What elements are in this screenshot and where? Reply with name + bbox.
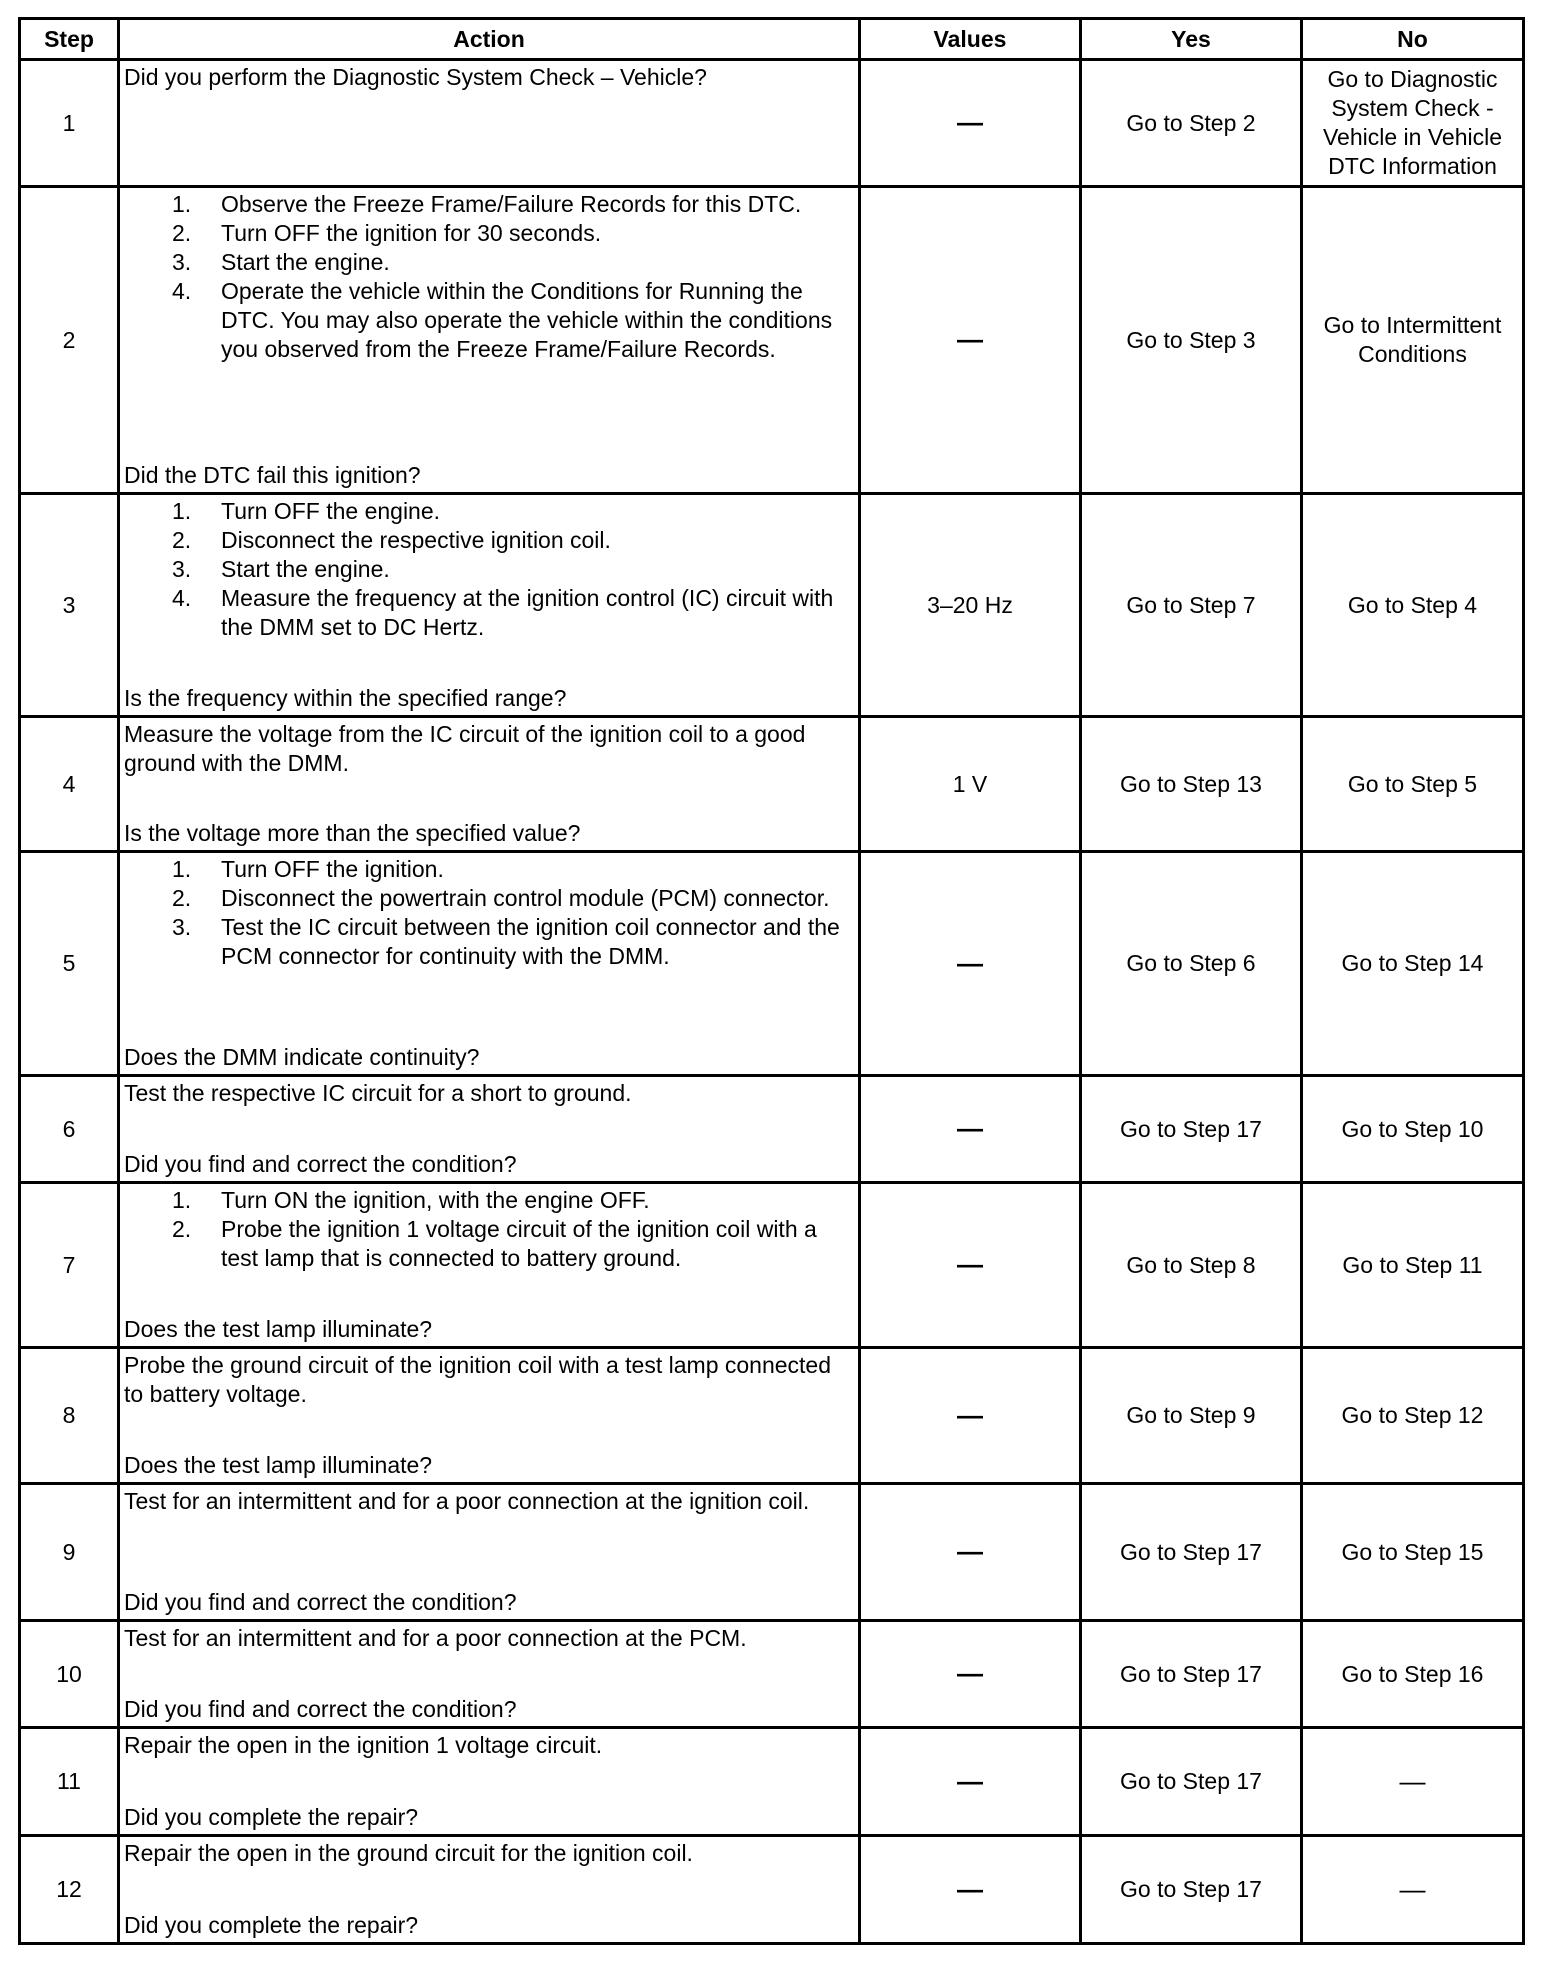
- action-step-number: 2.: [172, 527, 192, 553]
- action-step-text: Start the engine.: [221, 556, 390, 582]
- header-action: Action: [119, 19, 860, 60]
- yes-cell: Go to Step 17: [1081, 1621, 1302, 1728]
- value-cell: [860, 1728, 1081, 1836]
- action-step-number: 3.: [172, 249, 192, 275]
- action-cell: [119, 717, 860, 852]
- action-question: Did you find and correct the condition?: [124, 1151, 517, 1177]
- action-step-item: [172, 190, 854, 219]
- action-steps-list: [124, 497, 854, 642]
- value-cell: [860, 717, 1081, 852]
- no-cell: [1302, 852, 1524, 1076]
- action-step-text: Disconnect the powertrain control module (PCM) connector.: [221, 885, 830, 911]
- no-text: Go to Diagnostic System Check - Vehicle in Vehicle DTC Information: [1322, 66, 1502, 179]
- action-step-number: 4.: [172, 278, 192, 304]
- step-number: 2: [20, 187, 119, 494]
- no-cell: [1302, 1836, 1524, 1944]
- action-text: Did you perform the Diagnostic System Check – Vehicle?: [124, 64, 707, 90]
- action-step-number: 1.: [172, 498, 192, 524]
- no-cell: [1302, 1183, 1524, 1348]
- action-cell: [119, 187, 860, 494]
- action-step-text: Measure the frequency at the ignition control (IC) circuit with the DMM set to DC Hertz.: [221, 585, 834, 640]
- action-cell: [119, 1348, 860, 1484]
- value-text: 3–20 Hz: [927, 591, 1013, 618]
- no-text: Go to Step 4: [1347, 591, 1478, 618]
- step-number: 7: [20, 1183, 119, 1348]
- step-number: 12: [20, 1836, 119, 1944]
- step-number: 3: [20, 494, 119, 717]
- action-cell: [119, 1728, 860, 1836]
- no-cell: [1302, 1728, 1524, 1836]
- no-text: Go to Step 11: [1342, 1251, 1483, 1278]
- diagnostic-table: [18, 17, 1525, 1945]
- action-step-item: [172, 584, 854, 642]
- action-step-text: Turn ON the ignition, with the engine OFF.: [221, 1187, 650, 1213]
- step-number: 8: [20, 1348, 119, 1484]
- value-text: —: [957, 1249, 983, 1279]
- action-cell: [119, 1836, 860, 1944]
- value-text: —: [957, 1536, 983, 1566]
- yes-cell: Go to Step 17: [1081, 1076, 1302, 1183]
- action-step-text: Turn OFF the ignition for 30 seconds.: [221, 220, 602, 246]
- action-step-number: 3.: [172, 914, 192, 940]
- no-cell: [1302, 60, 1524, 187]
- action-question: Did you find and correct the condition?: [124, 1696, 517, 1722]
- action-text: Repair the open in the ignition 1 voltage circuit.: [124, 1732, 603, 1758]
- step-number: 11: [20, 1728, 119, 1836]
- no-cell: [1302, 494, 1524, 717]
- no-text: Go to Step 5: [1347, 770, 1478, 797]
- action-step-item: [172, 1186, 854, 1215]
- action-text: Test for an intermittent and for a poor connection at the PCM.: [124, 1625, 747, 1651]
- step-number: 9: [20, 1484, 119, 1621]
- no-cell: [1302, 717, 1524, 852]
- table-row: [20, 494, 1524, 717]
- value-cell: [860, 1484, 1081, 1621]
- value-text: —: [957, 1765, 983, 1796]
- value-text: —: [957, 947, 983, 978]
- yes-cell: Go to Step 17: [1081, 1836, 1302, 1944]
- action-question: Did you complete the repair?: [124, 1804, 419, 1830]
- action-cell: [119, 1076, 860, 1183]
- header-values: Values: [860, 19, 1081, 60]
- action-step-number: 1.: [172, 1187, 192, 1213]
- action-step-text: Turn OFF the engine.: [221, 498, 441, 524]
- action-question: Did you find and correct the condition?: [124, 1589, 517, 1615]
- action-question: Does the test lamp illuminate?: [124, 1316, 433, 1342]
- action-question: Did the DTC fail this ignition?: [124, 462, 421, 488]
- value-cell: [860, 1836, 1081, 1944]
- no-cell: [1302, 1348, 1524, 1484]
- action-step-item: [172, 555, 854, 584]
- yes-cell: Go to Step 13: [1081, 717, 1302, 852]
- action-cell: [119, 494, 860, 717]
- action-text: Test for an intermittent and for a poor connection at the ignition coil.: [124, 1488, 810, 1514]
- no-text: Go to Step 12: [1341, 1402, 1484, 1428]
- table-row: [20, 1484, 1524, 1621]
- table-row: [20, 717, 1524, 852]
- action-step-number: 3.: [172, 556, 192, 582]
- yes-cell: Go to Step 8: [1081, 1183, 1302, 1348]
- action-step-item: [172, 1215, 854, 1273]
- action-step-text: Test the IC circuit between the ignition coil connector and the PCM connector for continuity with the DMM.: [221, 914, 840, 969]
- step-number: 4: [20, 717, 119, 852]
- action-cell: [119, 1183, 860, 1348]
- value-cell: [860, 494, 1081, 717]
- action-step-item: [172, 219, 854, 248]
- action-step-number: 2.: [172, 1216, 192, 1242]
- value-cell: [860, 1183, 1081, 1348]
- action-step-item: [172, 526, 854, 555]
- no-text: Go to Intermittent Conditions: [1323, 312, 1502, 367]
- value-text: —: [957, 324, 983, 354]
- table-row: [20, 1183, 1524, 1348]
- yes-cell: Go to Step 17: [1081, 1728, 1302, 1836]
- no-cell: [1302, 1621, 1524, 1728]
- action-cell: [119, 1484, 860, 1621]
- value-text: —: [957, 1399, 983, 1430]
- header-step: Step: [20, 19, 119, 60]
- step-number: 1: [20, 60, 119, 187]
- no-text: —: [1399, 1873, 1426, 1904]
- action-question: Is the frequency within the specified range?: [124, 685, 567, 711]
- action-text: Probe the ground circuit of the ignition coil with a test lamp connected to battery voltage.: [124, 1352, 832, 1407]
- action-step-number: 2.: [172, 220, 192, 246]
- no-cell: [1302, 1484, 1524, 1621]
- action-cell: [119, 852, 860, 1076]
- action-steps-list: [124, 1186, 854, 1273]
- action-steps-list: [124, 190, 854, 364]
- yes-cell: Go to Step 2: [1081, 60, 1302, 187]
- action-step-item: [172, 913, 854, 971]
- table-row: [20, 1348, 1524, 1484]
- action-text: Repair the open in the ground circuit for the ignition coil.: [124, 1840, 693, 1866]
- action-steps-list: [124, 855, 854, 971]
- table-row: [20, 1836, 1524, 1944]
- action-step-number: 1.: [172, 856, 192, 882]
- no-text: Go to Step 15: [1341, 1538, 1484, 1565]
- table-row: [20, 1728, 1524, 1836]
- value-cell: [860, 1348, 1081, 1484]
- action-step-number: 2.: [172, 885, 192, 911]
- value-text: —: [957, 1873, 983, 1904]
- action-text: Test the respective IC circuit for a short to ground.: [124, 1080, 632, 1106]
- yes-cell: Go to Step 9: [1081, 1348, 1302, 1484]
- table-row: [20, 1621, 1524, 1728]
- value-cell: [860, 852, 1081, 1076]
- action-cell: [119, 1621, 860, 1728]
- table-row: [20, 1076, 1524, 1183]
- value-text: —: [957, 1658, 983, 1688]
- yes-cell: Go to Step 7: [1081, 494, 1302, 717]
- value-text: —: [957, 107, 983, 137]
- yes-cell: Go to Step 17: [1081, 1484, 1302, 1621]
- value-text: 1 V: [952, 770, 988, 797]
- header-row: [20, 19, 1524, 60]
- yes-cell: Go to Step 3: [1081, 187, 1302, 494]
- value-cell: [860, 1621, 1081, 1728]
- value-cell: [860, 1076, 1081, 1183]
- action-question: Does the test lamp illuminate?: [124, 1452, 433, 1478]
- action-step-text: Disconnect the respective ignition coil.: [221, 527, 611, 553]
- no-text: Go to Step 10: [1341, 1115, 1484, 1142]
- action-step-text: Observe the Freeze Frame/Failure Records for this DTC.: [221, 191, 802, 217]
- no-text: Go to Step 14: [1341, 950, 1484, 976]
- yes-cell: Go to Step 6: [1081, 852, 1302, 1076]
- action-cell: [119, 60, 860, 187]
- no-text: —: [1399, 1765, 1426, 1796]
- action-step-text: Start the engine.: [221, 249, 390, 275]
- value-cell: [860, 60, 1081, 187]
- action-step-item: [172, 277, 854, 364]
- no-cell: [1302, 187, 1524, 494]
- action-step-number: 4.: [172, 585, 192, 611]
- action-step-item: [172, 855, 854, 884]
- action-step-item: [172, 884, 854, 913]
- action-step-text: Probe the ignition 1 voltage circuit of the ignition coil with a test lamp that is connected to battery ground.: [221, 1216, 817, 1271]
- action-step-text: Operate the vehicle within the Conditions for Running the DTC. You may also operate the vehicle within the conditions you observed from the Freeze Frame/Failure Records.: [221, 278, 833, 362]
- no-cell: [1302, 1076, 1524, 1183]
- table-row: [20, 187, 1524, 494]
- no-text: Go to Step 16: [1341, 1660, 1484, 1687]
- action-step-item: [172, 497, 854, 526]
- step-number: 6: [20, 1076, 119, 1183]
- table-row: [20, 60, 1524, 187]
- action-step-text: Turn OFF the ignition.: [221, 856, 444, 882]
- value-text: —: [957, 1113, 983, 1143]
- action-question: Did you complete the repair?: [124, 1912, 419, 1938]
- action-question: Does the DMM indicate continuity?: [124, 1044, 480, 1070]
- action-question: Is the voltage more than the specified value?: [124, 820, 581, 846]
- header-no: No: [1302, 19, 1524, 60]
- value-cell: [860, 187, 1081, 494]
- action-step-item: [172, 248, 854, 277]
- header-yes: Yes: [1081, 19, 1302, 60]
- action-step-number: 1.: [172, 191, 192, 217]
- step-number: 5: [20, 852, 119, 1076]
- table-row: [20, 852, 1524, 1076]
- step-number: 10: [20, 1621, 119, 1728]
- action-text: Measure the voltage from the IC circuit of the ignition coil to a good ground with the DMM.: [124, 721, 806, 776]
